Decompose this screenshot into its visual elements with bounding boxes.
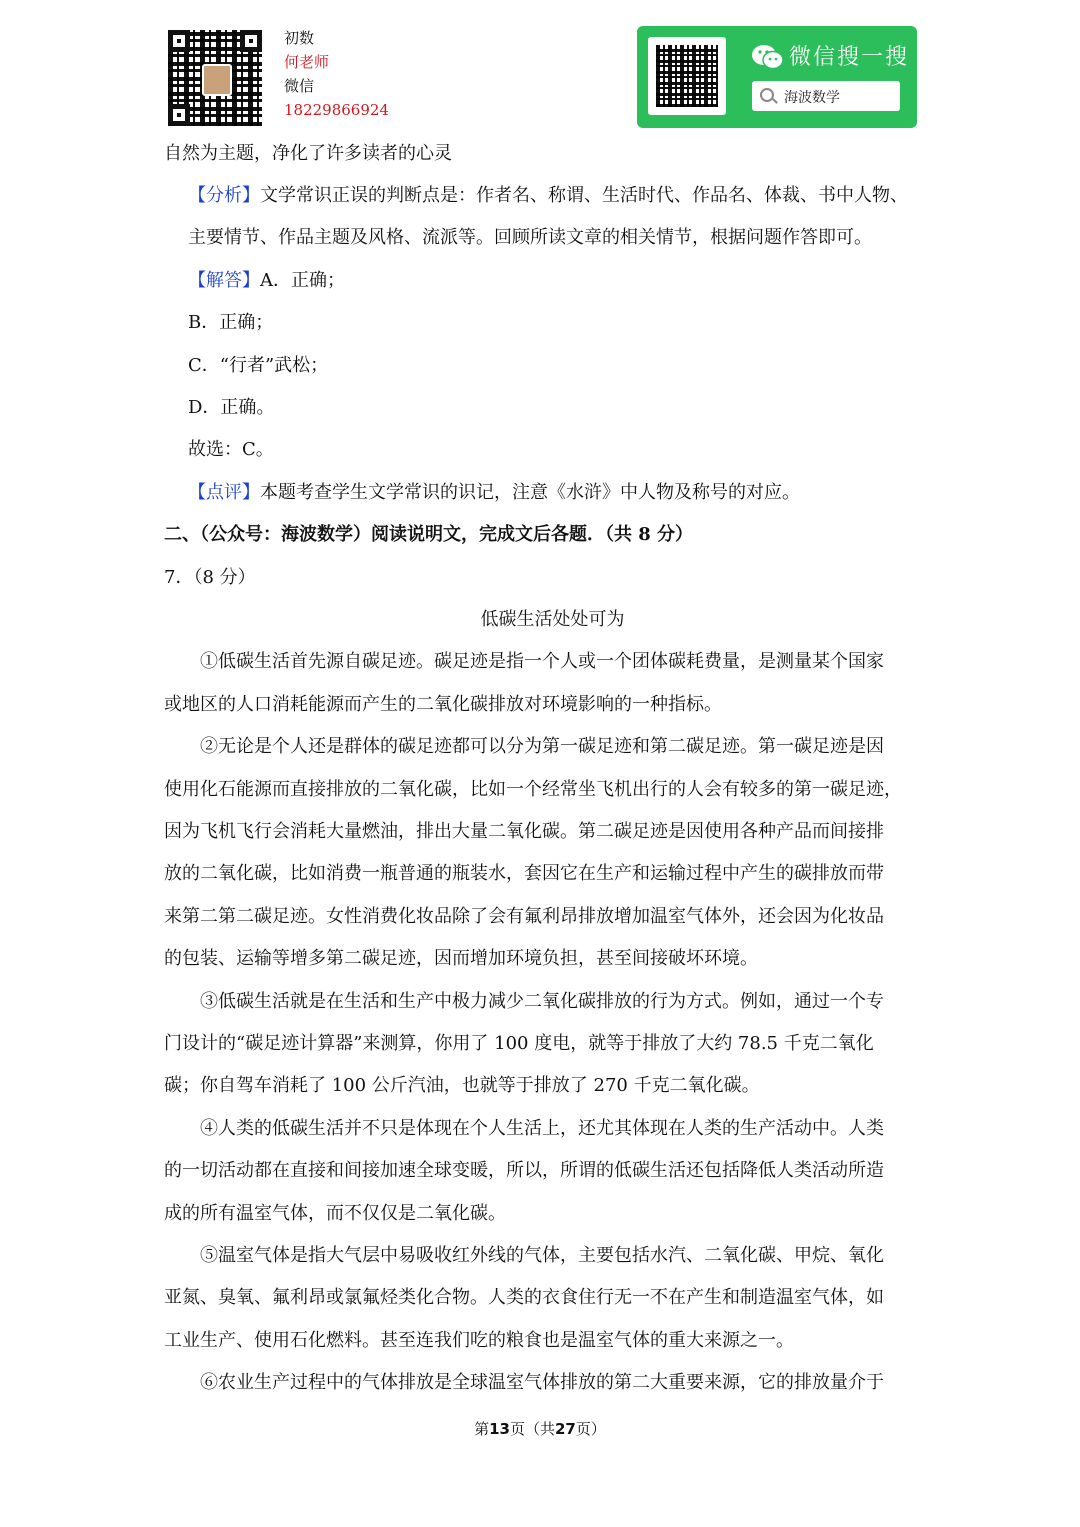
wechat-search-banner: [637, 26, 917, 128]
wechat-icon: [751, 44, 785, 70]
text-line: D．正确。: [188, 397, 275, 418]
text-line: 或地区的人口消耗能源而产生的二氧化碳排放对环境影响的一种指标。: [164, 694, 722, 715]
text-line: 自然为主题，净化了许多读者的心灵: [164, 143, 452, 164]
page-number: 13: [489, 1420, 510, 1438]
contact-wechat-id: 18229866924: [284, 101, 389, 119]
answer-text: A．正确；: [260, 270, 345, 291]
page-total: 27: [555, 1420, 576, 1438]
contact-block: [284, 26, 389, 122]
comment-tag: 【点评】: [188, 482, 260, 503]
wechat-qr-code: [648, 37, 726, 115]
text-line: ②无论是个人还是群体的碳足迹都可以分为第一碳足迹和第二碳足迹。第一碳足迹是因: [200, 736, 884, 757]
contact-wechat-label: 微信: [284, 77, 315, 95]
analysis-line: [188, 184, 908, 208]
text-line: 使用化石能源而直接排放的二氧化碳，比如一个经常坐飞机出行的人会有较多的第一碳足迹，: [164, 779, 902, 800]
qr-finder: [240, 30, 262, 52]
text-line: 工业生产、使用石化燃料。甚至连我们吃的粮食也是温室气体的重大来源之一。: [164, 1330, 794, 1351]
text-line: 亚氮、臭氧、氟利昂或氯氟烃类化合物。人类的衣食住行无一不在产生和制造温室气体，如: [164, 1287, 884, 1308]
page-footer: [0, 1418, 1080, 1439]
article-title: 低碳生活处处可为: [480, 609, 625, 630]
text-line: B．正确；: [188, 312, 274, 333]
comment-text: 本题考查学生文学常识的识记，注意《水浒》中人物及称号的对应。: [260, 482, 800, 503]
footer-suffix: 页）: [575, 1420, 606, 1438]
search-icon: [760, 88, 774, 102]
avatar: [202, 64, 232, 96]
footer-middle: 页（共: [509, 1420, 555, 1438]
qr-code-image: [168, 30, 262, 126]
analysis-tag: 【分析】: [188, 185, 260, 206]
text-line: C．“行者”武松；: [188, 355, 329, 376]
qr-finder: [168, 30, 190, 52]
text-line: ①低碳生活首先源自碳足迹。碳足迹是指一个人或一个团体碳耗费量，是测量某个国家: [200, 651, 884, 672]
text-line: 放的二氧化碳，比如消费一瓶普通的瓶装水，套因它在生产和运输过程中产生的碳排放而带: [164, 863, 884, 884]
contact-teacher: 何老师: [284, 53, 330, 71]
section-heading: 二、（公众号：海波数学）阅读说明文，完成文后各题．（共 8 分）: [164, 524, 694, 545]
qr-finder: [168, 104, 190, 126]
text-line: ③低碳生活就是在生活和生产中极力减少二氧化碳排放的行为方式。例如，通过一个专: [200, 991, 884, 1012]
search-input[interactable]: [752, 81, 900, 111]
text-line: 因为飞机飞行会消耗大量燃油，排出大量二氧化碳。第二碳足迹是因使用各种产品而间接排: [164, 821, 884, 842]
text-line: 来第二第二碳足迹。女性消费化妆品除了会有氟利昂排放增加温室气体外，还会因为化妆品: [164, 906, 884, 927]
analysis-text: 文学常识正误的判断点是：作者名、称谓、生活时代、作品名、体裁、书中人物、: [260, 185, 908, 206]
footer-prefix: 第: [474, 1420, 490, 1438]
text-line: ④人类的低碳生活并不只是体现在个人生活上，还尤其体现在人类的生产活动中。人类: [200, 1118, 884, 1139]
text-line: 碳；你自驾车消耗了 100 公斤汽油，也就等于排放了 270 千克二氧化碳。: [164, 1075, 760, 1096]
text-line: ⑥农业生产过程中的气体排放是全球温室气体排放的第二大重要来源，它的排放量介于: [200, 1372, 884, 1393]
text-line: 主要情节、作品主题及风格、流派等。回顾所读文章的相关情节，根据问题作答即可。: [188, 227, 872, 248]
search-text: 海波数学: [784, 90, 840, 106]
text-line: 的一切活动都在直接和间接加速全球变暖，所以，所谓的低碳生活还包括降低人类活动所造: [164, 1160, 884, 1181]
wechat-search-title: 微信搜一搜: [789, 45, 910, 70]
answer-line: [188, 269, 345, 293]
text-line: 的包装、运输等增多第二碳足迹，因而增加环境负担，甚至间接破坏环境。: [164, 948, 758, 969]
question-number: 7．（8 分）: [164, 567, 256, 588]
comment-line: [188, 481, 800, 505]
text-line: 故选：C。: [188, 439, 274, 460]
text-line: ⑤温室气体是指大气层中易吸收红外线的气体，主要包括水汽、二氧化碳、甲烷、氧化: [200, 1245, 884, 1266]
answer-tag: 【解答】: [188, 270, 260, 291]
text-line: 门设计的“碳足迹计算器”来测算，你用了 100 度电，就等于排放了大约 78.5 千克二氧化: [164, 1033, 874, 1054]
text-line: 成的所有温室气体，而不仅仅是二氧化碳。: [164, 1203, 506, 1224]
contact-subject: 初数: [284, 29, 315, 47]
